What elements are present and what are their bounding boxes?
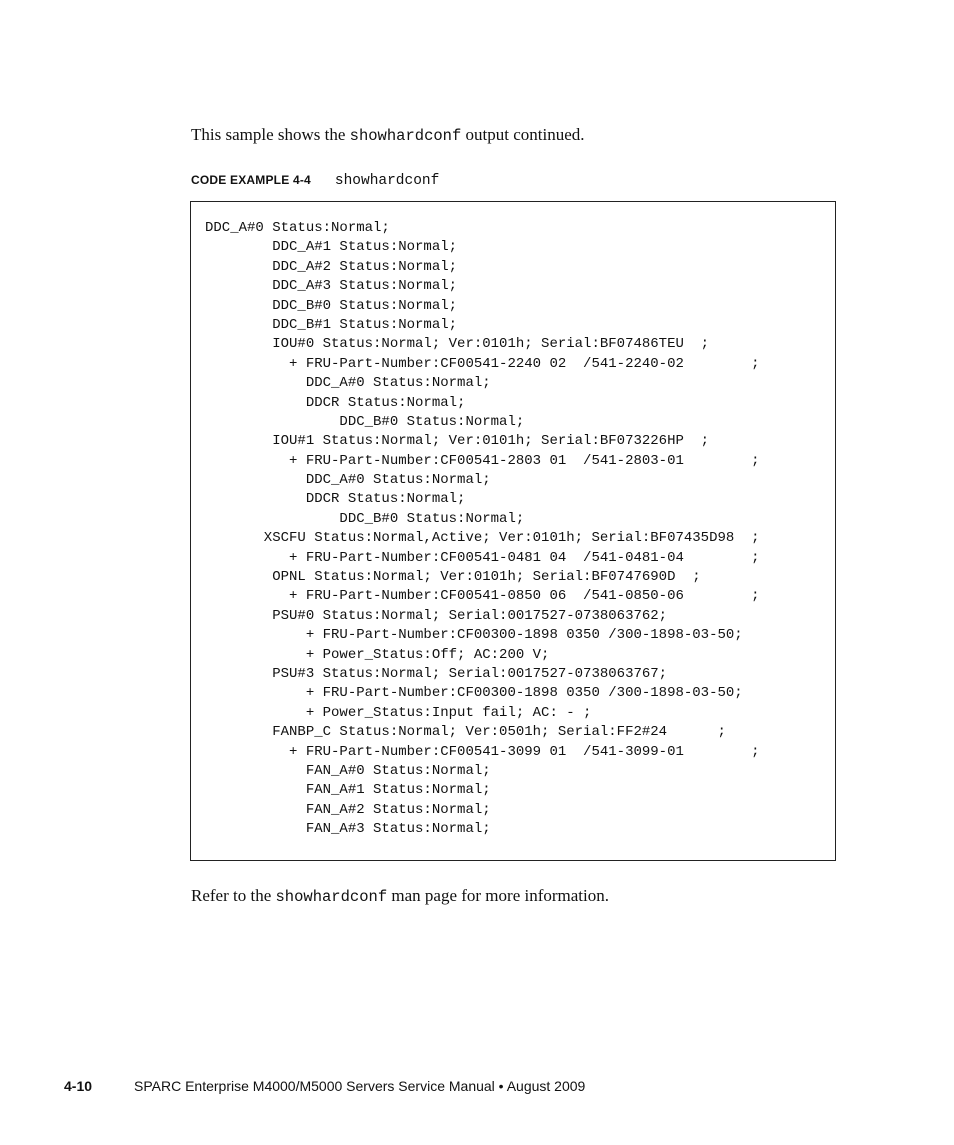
code-line: DDCR Status:Normal; xyxy=(205,394,466,411)
code-line: OPNL Status:Normal; Ver:0101h; Serial:BF0747690D ; xyxy=(205,569,701,586)
code-line: PSU#0 Status:Normal; Serial:0017527-0738063762; xyxy=(205,607,668,624)
intro-text-before: This sample shows the xyxy=(191,125,350,144)
code-line: + FRU-Part-Number:CF00300-1898 0350 /300-1898-03-50; xyxy=(205,685,743,702)
code-line: IOU#1 Status:Normal; Ver:0101h; Serial:BF073226HP ; xyxy=(205,433,710,450)
code-line: + FRU-Part-Number:CF00541-0850 06 /541-0850-06 ; xyxy=(205,588,760,605)
code-line: DDC_B#0 Status:Normal; xyxy=(205,413,525,430)
code-line: + FRU-Part-Number:CF00300-1898 0350 /300-1898-03-50; xyxy=(205,627,743,644)
code-example-box xyxy=(190,201,836,861)
intro-text-after: output continued. xyxy=(461,125,585,144)
code-line: XSCFU Status:Normal,Active; Ver:0101h; Serial:BF07435D98 ; xyxy=(205,530,760,547)
code-line: DDCR Status:Normal; xyxy=(205,491,466,508)
code-line: FANBP_C Status:Normal; Ver:0501h; Serial:FF2#24 ; xyxy=(205,724,726,741)
code-line: FAN_A#2 Status:Normal; xyxy=(205,801,491,818)
code-line: DDC_A#2 Status:Normal; xyxy=(205,258,458,275)
outro-command: showhardconf xyxy=(275,888,388,906)
outro-paragraph xyxy=(191,885,609,908)
outro-text-after: man page for more information. xyxy=(387,886,609,905)
code-line: DDC_A#0 Status:Normal; xyxy=(205,375,491,392)
code-example-caption xyxy=(191,171,439,189)
code-line: DDC_A#1 Status:Normal; xyxy=(205,239,458,256)
code-line: DDC_B#1 Status:Normal; xyxy=(205,316,458,333)
page-number: 4-10 xyxy=(64,1078,93,1094)
code-line: FAN_A#3 Status:Normal; xyxy=(205,821,491,838)
intro-command: showhardconf xyxy=(349,127,462,145)
code-line: + FRU-Part-Number:CF00541-3099 01 /541-3099-01 ; xyxy=(205,743,760,760)
code-line: DDC_B#0 Status:Normal; xyxy=(205,297,458,314)
code-listing xyxy=(205,219,760,840)
code-line: DDC_A#3 Status:Normal; xyxy=(205,278,458,295)
code-line: + Power_Status:Input fail; AC: - ; xyxy=(205,704,592,721)
code-line: FAN_A#0 Status:Normal; xyxy=(205,762,491,779)
code-line: + FRU-Part-Number:CF00541-2803 01 /541-2803-01 ; xyxy=(205,452,760,469)
code-line: IOU#0 Status:Normal; Ver:0101h; Serial:BF07486TEU ; xyxy=(205,336,710,353)
code-line: DDC_B#0 Status:Normal; xyxy=(205,510,525,527)
code-line: DDC_A#0 Status:Normal; xyxy=(205,472,491,489)
page-footer xyxy=(64,1078,585,1094)
code-line: + FRU-Part-Number:CF00541-0481 04 /541-0481-04 ; xyxy=(205,549,760,566)
code-line: + FRU-Part-Number:CF00541-2240 02 /541-2240-02 ; xyxy=(205,355,760,372)
caption-title: showhardconf xyxy=(334,173,440,189)
code-line: PSU#3 Status:Normal; Serial:0017527-0738063767; xyxy=(205,665,668,682)
footer-title: SPARC Enterprise M4000/M5000 Servers Service Manual • August 2009 xyxy=(134,1078,586,1094)
caption-label: CODE EXAMPLE 4-4 xyxy=(191,173,311,187)
outro-text-before: Refer to the xyxy=(191,886,276,905)
code-line: DDC_A#0 Status:Normal; xyxy=(205,220,390,236)
intro-paragraph xyxy=(191,124,585,147)
code-line: + Power_Status:Off; AC:200 V; xyxy=(205,646,550,663)
code-line: FAN_A#1 Status:Normal; xyxy=(205,782,491,799)
